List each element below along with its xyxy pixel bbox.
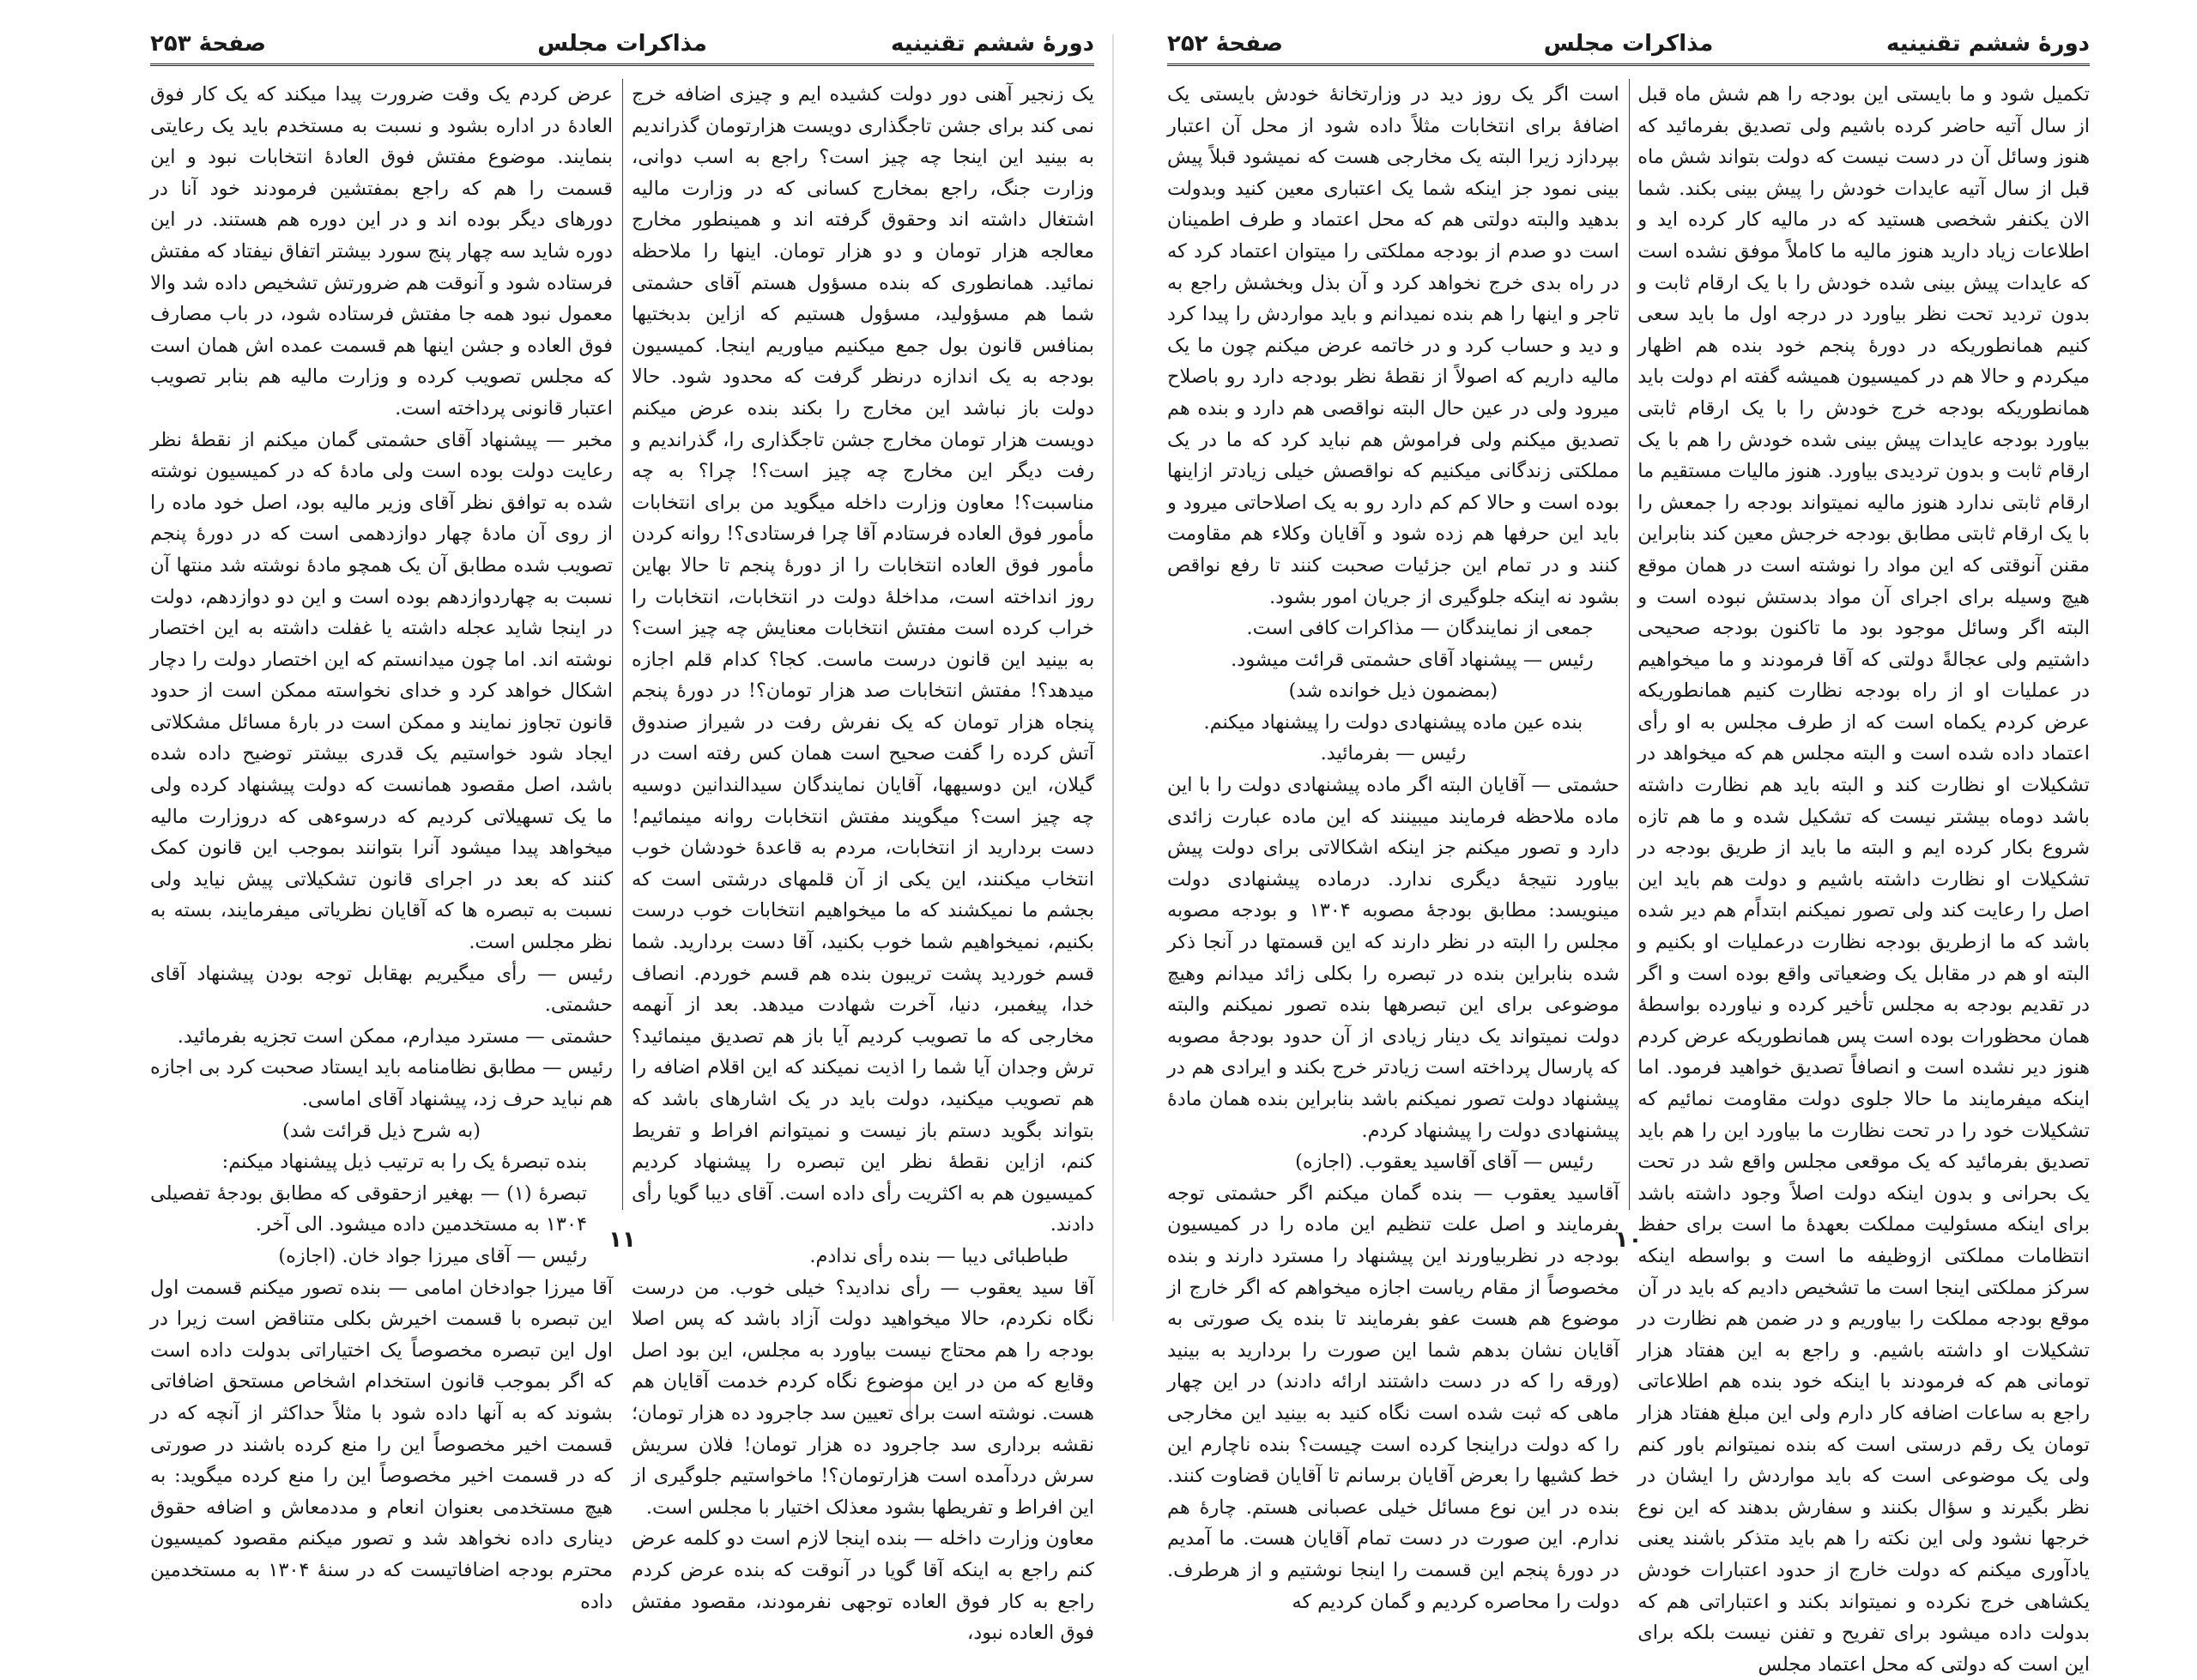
paragraph: بنده تبصرهٔ یک را به ترتیب ذیل پیشنهاد میکنم: <box>221 1151 587 1174</box>
header-title: مذاکرات مجلس <box>1543 31 1714 57</box>
page-folio: ۱۱ <box>608 1227 636 1253</box>
left-page <box>150 26 1094 1645</box>
paragraph: یک زنجیر آهنی دور دولت کشیده ایم و چیزی اضافه خرج نمی کند برای جشن تاجگذاری دویست هزارتومان گذراندیم به بینید این اینجا چه چیز است؟ راجع به اسب دوانی، وزارت جنگ، راجع بمخارج کسانی که در وزارت مالیه اشتغال داشته اند وحقوق گرفته اند و همینطور مخارج معالجه هزار تومان و دو هزار تومان. اینها را ملاحظه نمائید. همانطوری که بنده مسؤول هستم آقای حشمتی شما هم مسؤولید، مسؤول هستیم که ازاین بدبختیها بمنافس قانون بول جمع میکنیم میاوریم اینجا. کمیسیون بودجه به یک اندازه درنظر گرفت که محدود شود. حالا دولت باز نباشد این مخارج را بکند بنده عرض میکنم دویست هزار تومان مخارج جشن تاجگذاری را، گذراندیم و رفت دیگر این مخارج چه چیز است؟! چرا؟ به چه مناسبت؟! معاون وزارت داخله میگوید من برای انتخابات مأمور فوق العاده فرستادم آقا چرا فرستادی؟! روانه کردن مأمور فوق العاده انتخابات را از دورهٔ پنجم تا حالا بهاین روز انداخته است، مداخلهٔ دولت در انتخابات، انتخابات را خراب کرده است مفتش انتخابات معنایش چه چیز است؟ به بینید این قانون درست ماست. کجا؟ کدام قلم اجازه میدهد؟! مفتش انتخابات صد هزار تومان؟! در دورهٔ پنجم پنجاه هزار تومان که یک نفرش رفت در شیراز صندوق آتش کرده را گفت صحیح است همان کس رفته است در گیلان، این دوسیهها، آقایان نمایندگان سیدالندانین دوسیه چه چیز است؟ میگویند مفتش انتخابات روانه مینمائیم! دست برداريد از انتخابات، مردم به قاعدهٔ خودشان خوب انتخاب میکنند، این یکی از آن قلمهای درشتی است که بجشم ما نمیکشند که ما میخواهیم انتخابات خوب درست بکنیم، نمیخواهیم شما خوب بکنید، آقا دست برداريد. شما قسم خوردید پشت تریبون بنده هم قسم خوردم. انصاف خدا، پیغمبر، دنیا، آخرت شهادت میدهد. بعد از آنهمه مخارجی که ما تصویب کردیم آیا باز هم تصدیق مینمائید؟ ترش وجدان آیا شما را اذیت نمیکند که این اقلام اضافه را هم تصویب میکنید، دولت باید در یک اشارهای باشد که بتواند بگوید دستم باز نیست و نمیتوانم افراط و تفریط کنم، ازاین نقطهٔ نظر این تبصره را پیشنهاد کرديم کمیسیون هم به اکثریت رأی داده است. آقای دیبا گویا رأی دادند. <box>632 83 1094 1236</box>
paragraph: آقاسید یعقوب — بنده گمان میکنم اگر حشمتی توجه بفرمایند و اصل علت تنظیم این ماده را در کمیسیون بودجه در نظربیاورند این پیشنهاد را مسترد دارند و بنده مخصوصاً از مقام ریاست اجازه میخواهم که اگر خارج از موضوع هم هست عفو بفرمایند تا بنده یک صورتی به آقایان نشان بدهم شما این صورت را برداريد به بینید (ورقه را که در دست داشتند ارائه دادند) در این چهار ماهی که ثبت شده است نگاه کنید به بینید این مخارجی را که دولت دراینجا کرده است چیست؟ بنده ناچارم این خط کشیها را بعرض آقایان برسانم تا آقایان قضاوت کنند. بنده در این نوع مسائل خیلی عصبانی هستم. چارهٔ هم ندارم. این صورت در دست تمام آقایان هست. ما آمدیم در دورهٔ پنجم این قسمت را اینجا نوشتیم و از هرطرف. دولت را محاصره کردیم و گمان کردیم که <box>1167 1181 1619 1613</box>
header-title: مذاکرات مجلس <box>537 31 707 57</box>
header-session: دورهٔ ششم تقنینیه <box>1885 31 2090 57</box>
book-gutter <box>1112 34 1114 1321</box>
right-page <box>1167 26 2090 1676</box>
paragraph: رئیس — آقای آقاسید یعقوب. (اجازه) <box>1295 1151 1594 1174</box>
header-session: دورهٔ ششم تقنینیه <box>890 31 1094 57</box>
paragraph: است اگر یک روز دید در وزارتخانهٔ خودش بایستی یک اضافهٔ برای انتخابات مثلاً داده شود از محل آن اعتبار بپردازد زیرا البته یک مخارجی هست که نمیشود قبلاً پیش بینی نمود جز اینکه شما یک اعتباری معین کنید وبدولت بدهید والبته دولتی هم که محل اعتماد و طرف اطمینان است دو صدم از بودجه مملکتی را میتوان اعتماد کرد که در راه بدی خرج نخواهد کرد و آن بذل وبخشش راجع به تاجر و اینها را هم بنده نمیدانم و باید مواردش را پیدا کرد و دید و حساب کرد و در خاتمه عرض میکنم چون ما یک مالیه داریم که اصولاً از نقطهٔ نظر بودجه دارد رو باصلاح میرود ولی در عین حال البته نواقصی هم دارد و بنده هم تصدیق میکنم ولی فراموش هم نباید کرد که ما در یک مملکتی زندگانی میکنیم که نواقصش خیلی زیادتر ازاینها بوده است و حالا کم کم دارد رو به یک اصلاحاتی میرود و باید این حرفها هم زده شود و آقایان وکلاء هم مقاومت کنند و در تمام این جزئیات صحبت کنند تا رفع نواقص بشود نه اینکه جلوگیری از جریان امور بشود. <box>1167 83 1619 608</box>
column-left <box>1167 79 1619 1613</box>
paragraph: حشمتی — مسترد میدارم، ممکن است تجزیه بفرمائید. <box>177 1024 613 1048</box>
page-header <box>150 26 1094 66</box>
column-right <box>1637 79 2090 1676</box>
paragraph: معاون وزارت داخله — بنده اینجا لازم است دو کلمه عرض کنم راجع به اینکه آقا گویا در آنوقت که بنده عرض کردم راجع به کار فوق العاده توجهی نفرمودند، مقصود مفتش فوق العاده نبود، <box>632 1527 1094 1645</box>
paragraph: رئیس — رأی میگیریم بهقابل توجه بودن پیشنهاد آقای حشمتی. <box>150 962 613 1017</box>
paragraph: مخبر — پیشنهاد آقای حشمتی گمان میکنم از نقطهٔ نظر رعایت دولت بوده است ولی مادهٔ که در کمیسیون نوشته شده به توافق نظر آقای وزیر مالیه بود، اصل خود ماده را از روی آن مادهٔ چهار دوازدهمی است که در دورهٔ پنجم تصویب شده مطابق آن یک همچو مادهٔ نوشته شد منتها آن نسبت به چهاردوازدهم بوده است و این دو دوازدهم، دولت در اینجا شاید عجله داشته یا غفلت داشته به این اختصار نوشته اند. اما چون میدانستم که این اختصار دولت را دچار اشکال خواهد کرد و خدای نخواسته ممکن است از حدود قانون تجاوز نمایند و ممکن است در بارهٔ مسائل مشکلاتی ایجاد شود خواستیم یک قدری بیشتر توضیح داده شده باشد، اصل مقصود همانست که دولت پیشنهاد کرده ولی ما یک تسهیلاتی کردیم که درسوءهی که دروزارت مالیه میخواهد پیدا میشود آنرا بتوانند بموجب این قانون کمک کنند که بعد در اجرای قانون تشکیلاتی پیش نیاید ولی نسبت به تبصره ها که آقایان نظریاتی میفرمایند، بسته به نظر مجلس است. <box>150 428 613 954</box>
paragraph: (بمضمون ذیل خوانده شد) <box>1288 680 1498 703</box>
column-left <box>150 79 613 1613</box>
paragraph: طباطبائی دیبا — بنده رأی ندادم. <box>809 1244 1068 1267</box>
page-header <box>1167 26 2090 66</box>
paragraph: رئیس — بفرمائید. <box>1320 742 1467 765</box>
paragraph: بنده عین ماده پیشنهادی دولت را پیشنهاد میکنم. <box>1203 710 1583 734</box>
column-right <box>632 79 1094 1645</box>
paragraph: (به شرح ذیل قرائت شد) <box>282 1119 481 1142</box>
paragraph: عرض کردم یک وقت ضرورت پیدا میکند که یک کار فوق العادهٔ در اداره بشود و نسبت به مستخدم باید یک رعایتی بنمایند. موضوع مفتش فوق العادهٔ انتخابات نبود و این قسمت را هم که راجع بمفتشین فرمودند خود آنا در دورهای دیگر بوده اند و در این دوره هم هستند. در این دوره شاید سه چهار پنج سورد بیشتر اتفاق نیفتاد که مفتش فرستاده شود و آنوقت هم ضرورتش تشخیص داده شد والا معمول نبود همه جا مفتش فرستاده شود، در باب مصارف فوق العاده و جشن اینها هم قسمت عمده اش همان است که مجلس تصویب کرده و وزارت مالیه هم بنابر تصویب اعتبار قانونی پرداخته است. <box>150 83 613 420</box>
paragraph: جمعی از نمایندگان — مذاکرات کافی است. <box>1246 617 1594 640</box>
paragraph: تبصرهٔ (۱) — بهغیر ازحقوقی که مطابق بودجهٔ تفصیلی ۱۳۰۴ به مستخدمین داده میشود. الی آخر. <box>150 1181 587 1236</box>
paragraph: حشمتی — آقایان البته اگر ماده پیشنهادی دولت را با این ماده ملاحظه فرمایند میبینند که این ماده عبارت زائدی دارد و تصور میکنم جز اینکه اشکالاتی برای دولت پیش بیاورد نتیجهٔ دیگری ندارد. درماده پیشنهادی دولت مینویسد: مطابق بودجهٔ مصوبه ۱۳۰۴ و بودجه مصوبه مجلس را البته در نظر دارند که این قسمتها در آنجا ذکر شده بنابراین بنده در تبصره را بکلی زائد میدانم وهیچ موضوعی برای این تبصرهها بنده تصور نمیکنم والبته دولت نمیتواند یک دینار زیادی از آن حدود بودجهٔ مصوبه که پارسال پرداخته است زیادتر خرج بکند و ایرادی هم در پیشنهاد دولت تصور نمیکنم باشد بنابراین بنده همان مادهٔ پیشنهادی دولت را پیشنهاد کردم. <box>1167 774 1619 1142</box>
paragraph: رئیس — آقای میرزا جواد خان. (اجازه) <box>278 1244 587 1267</box>
page-folio: ۱۰ <box>1614 1227 1643 1253</box>
paragraph: آقا میرزا جوادخان امامی — بنده تصور میکنم قسمت اول این تبصره با قسمت اخیرش بکلی متناقض است زیرا در اول این تبصره مخصوصاً یک اختیاراتی بدولت داده است که اگر بموجب قانون استخدام اشخاص مستحق اضافاتی بشوند که به آنها داده شود با مثلاً حداکثر از آنچه که در قسمت اخیر مخصوصاً این را منع کرده باشند در صورتی که در قسمت اخیر مخصوصاً این را منع کرده میگوید: به هیچ مستخدمی بعنوان انعام و مددمعاش و اضافه حقوق دیناری داده نخواهد شد و تصور میکنم مقصود کمیسیون محترم بودجه اضافاتیست که در سنهٔ ۱۳۰۴ به مستخدمین داده <box>150 1276 613 1613</box>
paragraph: آقا سید یعقوب — رأی ندادید؟ خیلی خوب. من درست نگاه نکردم، حالا میخواهید دولت آزاد باشد که پس اصلا بودجه را هم محتاج نیست بیاورد به مجلس، این بود اصل وقایع که من در این موضوع نگاه کردم خدمت آقایان هم هست. نوشته است برای تعیین سد جاجرود ده هزار تومان؛ نقشه برداری سد جاجرود ده هزار تومان! فلان سریش سرش دردآمده است هزارتومان؟! ماخواستیم جلوگیری از این افراط و تفریطها بشود معذلک اختیار با مجلس است. <box>632 1276 1094 1519</box>
paragraph: تکمیل شود و ما بایستی این بودجه را هم شش ماه قبل از سال آتیه حاضر کرده باشیم ولی تصدیق بفرمائید که هنوز وسائل آن در دست نیست که دولت بتواند شش ماه قبل از سال آتیه عایدات خودش را پیش بینی بکند. شما الان یکنفر شخصی هستید که در مالیه کار کرده اید و اطلاعات زیاد دارید هنوز مالیه ما کاملاً موفق نشده است که عایدات پیش بینی شده خودش را با یک ارقام ثابت و بدون تردید تحت نظر بیاورد در درجه اول ما باید سعی کنیم همانطوریکه در دورهٔ پنجم خود بنده هم اظهار میکردم و حالا هم در کمیسیون همیشه گفته ام دولت باید همانطوریکه بودجه خرج خودش را با یک ارقام ثابتی بیاورد بودجه عایدات پیش بینی شده خودش را هم با یک ارقام ثابت و بدون تردیدی بیاورد. هنوز مالیات مستقیم ما ارقام ثابتی ندارد هنوز مالیه نمیتواند بودجه را جمعش را با یک ارقام ثابتی مطابق بودجه خرجش معین کند بنابراین مقنن آنوقتی که این مواد را نوشته است در همان موقع هیچ وسیله برای اجرای آن مواد بدستش نبوده است و البته اگر وسائل موجود بود ما تاکنون بودجه صحیحی داشتیم ولی عجالةً دولتی که آقا فرمودند و ما میخواهیم در عملیات او از راه بودجه نظارت کنیم همانطوریکه عرض کردم یکماه است که از طرف مجلس به او رأی اعتماد داده شده است و البته مجلس هم که میخواهد در تشکیلات او نظارت کند و البته باید هم نظارت داشته باشد دوماه بیشتر نیست که تشکیل شده و ما هم تازه شروع بکار کرده ایم و البته ما باید از طریق بودجه در تشکیلات او نظارت داشته باشیم و دولت هم باید این اصل را رعایت کند ولی تصور نمیکنم ابتداًم هم دیر شده باشد که ما ازطریق بودجه نظارت درعملیات او بکنیم و البته او هم در مقابل یک وضعیاتی واقع بوده است و اگر در تقدیم بودجه به مجلس تأخیر کرده و نیاورده بواسطهٔ همان محظورات بوده است پس همانطوریکه عرض کردم هنوز دیر نشده است و انصافاً تصدیق خواهید فرمود. اما اینکه میفرمایند ما حالا جلوی دولت مقاومت نمائیم که تشکیلات خود را در تحت نظارت ما بیاورد این را هم باید تصدیق بفرمائید که یک موقعی مجلس واقع شد در تحت یک بحرانی و بدون اینکه دولت اصلاً وجود داشته باشد برای اینکه مسئولیت مملکت بعهدهٔ ما است برای حفظ انتظامات مملکتی ازوظیفه ما است و بواسطه اینکه سرکز مملکتی اینجا است ما تشخیص دادیم که باید در آن موقع بودجه مملکت را بیاوریم و در ضمن هم نظارت در تشکیلات او داشته باشیم. و راجع به این هفتاد هزار تومانی هم که فرمودند با اینکه خود بنده هم اطلاعاتی راجع به ساعات اضافه کار دارم ولی این مبلغ هفتاد هزار تومان یک رقم درستی است که بنده نمیتوانم باور کنم ولی یک موضوعی است که باید مواردش را ایشان در نظر بگیرند و سؤال بکنند و سفارش بدهند که این نوع خرجها نشود ولی این نکته را هم باید متذکر باشند یعنی یادآوری میکنم که دولت خارج از حدود اعتبارات خودش یکشاهی خرج نکرده و نمیتواند بکند و اعتباراتی هم که بدولت داده میشود برای تفریح و تفنن نیست بلکه برای این است که دولتی که محل اعتماد مجلس <box>1637 83 2090 1676</box>
paragraph: رئیس — پیشنهاد آقای حشمتی قرائت میشود. <box>1231 648 1594 671</box>
paragraph: رئیس — مطابق نظامنامه باید ایستاد صحبت کرد بی اجازه هم نباید حرف زد، پیشنهاد آقای اماسی. <box>150 1056 613 1110</box>
header-page-number: صفحهٔ ۲۵۳ <box>150 31 267 57</box>
header-page-number: صفحهٔ ۲۵۲ <box>1167 31 1284 57</box>
